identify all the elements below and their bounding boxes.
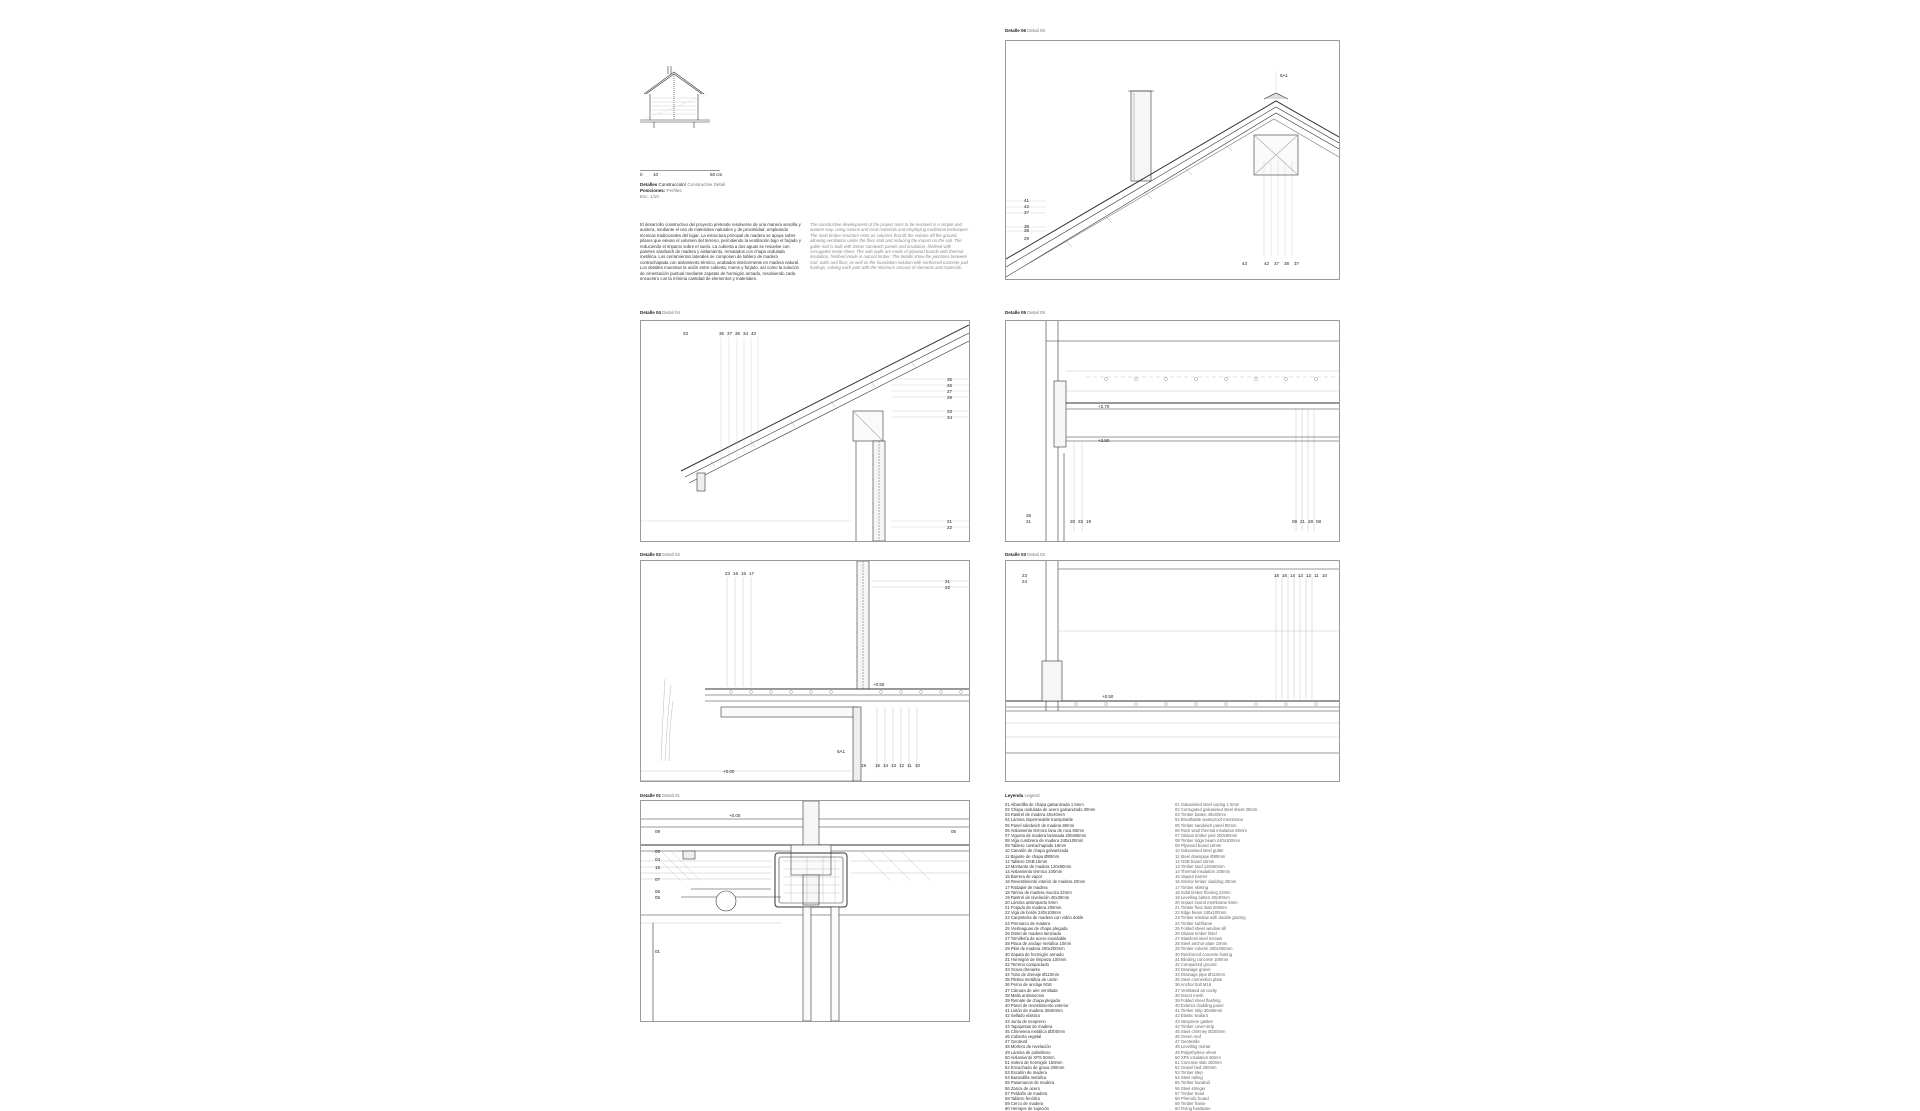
tag-p3r-2: 28	[1308, 519, 1314, 524]
legend-item: 25 Folded sheet window sill	[1175, 925, 1227, 931]
legend-item: 33 Drainage gravel	[1175, 967, 1211, 972]
tag-p4b-5: 11	[907, 763, 912, 768]
tag-p5l-1: 24	[1022, 579, 1028, 584]
detail-01-title-label: Detalle 01	[640, 793, 662, 798]
detail-03-subtitle: Detail 03	[1027, 552, 1046, 557]
legend-item: 06 Aislamiento térmico lana de roca 60mm	[1005, 827, 1085, 833]
tag-p4b-0: 19	[861, 763, 867, 768]
detail-04-title	[640, 310, 680, 315]
legend-item: 47 Geotextile	[1175, 1039, 1200, 1045]
detail-06-panel	[1005, 40, 1340, 280]
legend-item: 02 Chapa ondulada de acero galvanizado 30mm	[1005, 807, 1096, 813]
legend-item: 34 Tubo de drenaje Ø110mm	[1005, 972, 1060, 978]
legend-item: 46 Green roof	[1175, 1034, 1201, 1040]
legend-item: 42 Sellado elástico	[1005, 1013, 1041, 1019]
legend-item: 04 Lámina impermeable transpirable	[1005, 817, 1073, 823]
legend-item: 35 Pletina metálica de unión	[1005, 977, 1058, 983]
tag-37: 37	[1024, 210, 1030, 215]
level-250: +2.50	[1098, 438, 1110, 443]
tag-38: 38	[1024, 228, 1030, 233]
tag-p4b-1: 15	[875, 763, 881, 768]
legend-item: 44 Timber cover strip	[1175, 1023, 1215, 1029]
legend-item: 24 Premarco de madera	[1005, 920, 1051, 926]
legend-item: 16 Revestimiento interior de madera 20mm	[1005, 879, 1086, 885]
legend-item: 23 Timber window with double glazing	[1175, 915, 1246, 921]
section-title	[640, 182, 725, 187]
legend-title	[1005, 793, 1040, 798]
tag-p5l-0: 23	[1022, 573, 1028, 578]
legend-item: 17 Timber skirting	[1175, 884, 1209, 890]
legend-item: 27 Tornillería de acero inoxidable	[1005, 936, 1067, 942]
scale-label-50: 50 cm	[710, 172, 723, 177]
detail-02-panel	[640, 560, 970, 782]
legend-item: 32 Terreno compactado	[1005, 961, 1049, 967]
legend-item: 51 Concrete slab 150mm	[1175, 1059, 1222, 1065]
legend-item: 58 Phenolic board	[1175, 1095, 1209, 1101]
legend-item: 47 Geotextil	[1005, 1039, 1028, 1045]
legend-item: 04 Breathable waterproof membrane	[1175, 817, 1244, 823]
detail-05-title	[1005, 310, 1045, 315]
tag-p3r-1: 21	[1300, 519, 1306, 524]
tag-p2-5: 40	[751, 331, 757, 336]
section-sub1-label: Posiciones:	[640, 188, 666, 193]
tag-p6l-0: 09	[655, 829, 661, 834]
tag-p2-3: 38	[735, 331, 741, 336]
legend-item: 22 Viga de borde 240x100mm	[1005, 910, 1062, 916]
tag-p4r-1: 22	[945, 585, 951, 590]
section-title-rest: Construcción/	[658, 182, 687, 187]
detail-05-panel	[1005, 320, 1340, 542]
legend-item: 13 Timber stud 120x60mm	[1175, 863, 1225, 869]
tag-p2-4: 34	[743, 331, 749, 336]
legend-item: 49 Lámina de polietileno	[1005, 1049, 1051, 1055]
tag-p5t-3: 13	[1298, 573, 1304, 578]
legend-item: 21 Timber floor slab 200mm	[1175, 905, 1227, 911]
section-title-bold: Detalles	[640, 182, 658, 187]
legend-item: 38 Malla antiinsectos	[1005, 992, 1045, 998]
legend-item: 09 Tablero contrachapado 18mm	[1005, 843, 1067, 849]
legend-item: 02 Corrugated galvanised steel sheet 30mm	[1175, 807, 1258, 813]
detail-04-title-label: Detalle 04	[640, 310, 662, 315]
legend-item: 13 Montante de madera 120x60mm	[1005, 863, 1072, 869]
detail-02-drawing	[641, 561, 969, 781]
legend-item: 26 Dintel de madera laminada	[1005, 930, 1061, 936]
level-050b: +0.50	[1102, 694, 1114, 699]
level-000b: +0.00	[729, 813, 741, 818]
legend-item: 31 Hormigón de limpieza 100mm	[1005, 956, 1067, 962]
legend-item: 52 Gravel bed 200mm	[1175, 1064, 1217, 1070]
legend-item: 50 Aislamiento XPS 50mm	[1005, 1054, 1055, 1060]
legend-column-es	[1005, 802, 1165, 1111]
tag-p6l-7: 01	[655, 949, 661, 954]
detail-06-axis-tag: 5A1	[1280, 73, 1289, 78]
legend-item: 24 Timber subframe	[1175, 920, 1213, 926]
legend-item: 58 Tablero fenólico	[1005, 1095, 1041, 1101]
legend-item: 51 Solera de hormigón 150mm	[1005, 1059, 1063, 1065]
detail-05-subtitle: Detail 05	[1027, 310, 1046, 315]
legend-item: 08 Viga cumbrera de madera 240x100mm	[1005, 838, 1084, 844]
legend-item: 27 Stainless steel screws	[1175, 936, 1223, 942]
legend-item: 45 Steel chimney Ø200mm	[1175, 1028, 1226, 1034]
legend-title-label: Leyenda	[1005, 793, 1024, 798]
tag-p4b-4: 12	[899, 763, 905, 768]
legend-item: 18 Solid timber flooring 22mm	[1175, 889, 1231, 895]
tag-b37: 37	[1274, 261, 1280, 266]
detail-06-subtitle: Detail 06	[1027, 28, 1046, 33]
tag-p3b-2: 19	[1086, 519, 1092, 524]
legend-item: 55 Timber handrail	[1175, 1080, 1210, 1086]
detail-02-title	[640, 552, 680, 557]
legend-item: 11 Bajante de chapa Ø80mm	[1005, 853, 1060, 859]
legend-item: 08 Timber ridge beam 240x100mm	[1175, 838, 1240, 844]
legend-item: 19 Levelling batten 40x30mm	[1175, 894, 1230, 900]
detail-06-title-label: Detalle 06	[1005, 28, 1027, 33]
tag-b43: 43	[1242, 261, 1248, 266]
legend-item: 43 Junta de neopreno	[1005, 1018, 1046, 1024]
tag-p6l-6: 05	[655, 895, 661, 900]
detail-04-drawing	[641, 321, 969, 541]
detail-05-title-label: Detalle 05	[1005, 310, 1027, 315]
level-050a: +0.50	[873, 682, 885, 687]
level-270: +2.70	[1098, 404, 1110, 409]
section-sub2: Esc. 1/10	[640, 194, 659, 199]
detail-02-subtitle: Detail 02	[662, 552, 681, 557]
legend-column-en	[1175, 802, 1335, 1111]
tag-p2r-7: 22	[947, 525, 953, 530]
legend-item: 34 Drainage pipe Ø110mm	[1175, 972, 1225, 978]
legend-item: 40 Exterior cladding panel	[1175, 1003, 1224, 1009]
legend-item: 01 Albardilla de chapa galvanizada 1.5mm	[1005, 802, 1084, 807]
detail-06-drawing	[1006, 41, 1339, 279]
tag-p3r-3: 08	[1316, 519, 1322, 524]
scale-bar	[640, 170, 723, 178]
legend-item: 59 Timber frame	[1175, 1101, 1206, 1107]
legend-item: 14 Thermal insulation 100mm	[1175, 869, 1231, 875]
legend-item: 03 Timber batten 40x40mm	[1175, 812, 1226, 818]
tag-p3l-0: 25	[1026, 513, 1032, 518]
legend-item: 07 Vigueta de madera laminada 200x80mm	[1005, 832, 1087, 838]
legend-item: 10 Canalón de chapa galvanizada	[1005, 848, 1069, 854]
tag-p6r-0: 05	[951, 829, 957, 834]
tag-p4t-0: 23	[725, 571, 731, 576]
legend-item: 21 Forjado de madera 200mm	[1005, 905, 1062, 911]
tag-41: 41	[1024, 198, 1030, 203]
tag-p3b-1: 33	[1078, 519, 1084, 524]
tag-p6l-2: 04	[655, 857, 661, 862]
legend-item: 29 Pilar de madera 200x200mm	[1005, 946, 1065, 952]
axis-tag-2: 5A1	[837, 749, 846, 754]
tag-b37b: 37	[1294, 261, 1300, 266]
legend-item: 53 Escalón de madera	[1005, 1070, 1047, 1076]
legend-item: 17 Rodapié de madera	[1005, 884, 1048, 890]
tag-p3r-0: 09	[1292, 519, 1298, 524]
tag-p2r-3: 28	[947, 395, 953, 400]
legend-item: 07 Glulam timber joist 200x80mm	[1175, 832, 1238, 838]
legend-item: 39 Remate de chapa plegada	[1005, 997, 1060, 1003]
legend-item: 57 Timber tread	[1175, 1090, 1205, 1096]
elevation-thumbnail	[638, 64, 738, 132]
legend-item: 05 Timber sandwich panel 80mm	[1175, 822, 1237, 828]
tag-p3l-1: 21	[1026, 519, 1032, 524]
tag-p2-2: 37	[727, 331, 733, 336]
tag-p6l-1: 08	[655, 849, 661, 854]
detail-02-title-label: Detalle 02	[640, 552, 662, 557]
legend-item: 56 Steel stringer	[1175, 1085, 1206, 1091]
legend-item: 14 Aislamiento térmico 100mm	[1005, 869, 1063, 875]
detail-03-drawing	[1006, 561, 1339, 781]
tag-p2-1: 36	[719, 331, 725, 336]
level-000a: +0.00	[723, 769, 735, 774]
legend-item: 33 Grava drenante	[1005, 967, 1040, 972]
tag-42: 42	[1024, 204, 1030, 209]
tag-p2-0: 33	[683, 331, 689, 336]
legend-item: 29 Timber column 200x200mm	[1175, 946, 1233, 952]
detail-01-title	[640, 793, 680, 798]
legend-item: 12 OSB board 15mm	[1175, 858, 1215, 864]
section-sub1-value: Perfiles	[666, 188, 682, 193]
legend-item: 01 Galvanised steel coping 1.5mm	[1175, 802, 1240, 807]
legend-item: 59 Cerco de madera	[1005, 1101, 1044, 1107]
tag-p6l-3: 15	[655, 865, 661, 870]
legend-item: 25 Vierteaguas de chapa plegada	[1005, 925, 1068, 931]
legend-item: 37 Cámara de aire ventilada	[1005, 987, 1058, 993]
legend-item: 54 Steel railing	[1175, 1075, 1203, 1081]
tag-p5t-4: 12	[1306, 573, 1312, 578]
tag-p2r-1: 26	[947, 383, 953, 388]
section-sub1	[640, 188, 682, 193]
legend-item: 56 Zanca de acero	[1005, 1085, 1040, 1091]
legend-item: 53 Timber step	[1175, 1070, 1203, 1076]
section-title-en: Constructive Detail	[687, 182, 726, 187]
legend-item: 57 Peldaño de madera	[1005, 1090, 1048, 1096]
legend-item: 60 Fixing hardware	[1175, 1106, 1211, 1111]
legend-item: 05 Panel sándwich de madera 80mm	[1005, 822, 1075, 828]
legend-item: 20 Impact sound membrane 5mm	[1175, 899, 1238, 905]
legend-item: 40 Panel de revestimiento exterior	[1005, 1003, 1069, 1009]
legend-item: 28 Placa de anclaje metálica 10mm	[1005, 941, 1072, 947]
tag-p3b-0: 20	[1070, 519, 1076, 524]
detail-01-drawing	[641, 801, 969, 1021]
legend-item: 32 Compacted ground	[1175, 961, 1217, 967]
detail-03-title	[1005, 552, 1045, 557]
legend-item: 39 Folded sheet flashing	[1175, 997, 1221, 1003]
legend-item: 60 Herrajes de sujeción	[1005, 1106, 1049, 1111]
legend-item: 52 Encachado de grava 200mm	[1005, 1064, 1065, 1070]
description-en: The constructive development of the project aims to be resolved in a simple and austere way, using natural and local materials and employing traditional techniques. The main timber structure rests on columns that lift the volume off the ground, allowing ventilation under the floor slab and reducing the impact on the soil. The gable roof is built with timber sandwich panels and insulation, finished with corrugated metal sheet. The side walls are made of plywood boards with thermal insulation, finished inside in natural timber. The details show the junctions between roof, walls and floor, as well as the foundation solution with reinforced concrete pad footings, solving each joint with the minimum amount of elements and materials.	[810, 222, 969, 271]
legend-item: 42 Elastic sealant	[1175, 1013, 1208, 1019]
legend-item: 10 Galvanised steel gutter	[1175, 848, 1224, 854]
tag-b38: 38	[1284, 261, 1290, 266]
tag-p5t-1: 16	[1282, 573, 1288, 578]
detail-05-drawing	[1006, 321, 1339, 541]
legend-item: 50 XPS insulation 50mm	[1175, 1054, 1221, 1060]
tag-p5t-5: 11	[1314, 573, 1319, 578]
tag-39: 39	[1024, 224, 1030, 229]
legend-item: 49 Polyethylene sheet	[1175, 1049, 1217, 1055]
legend-item: 28 Steel anchor plate 10mm	[1175, 941, 1228, 947]
scale-label-10: 10	[653, 172, 659, 177]
tag-p2r-5: 34	[947, 415, 953, 420]
legend-item: 06 Rock wool thermal insulation 60mm	[1175, 827, 1247, 833]
legend-item: 26 Glulam timber lintel	[1175, 930, 1217, 936]
tag-p2r-4: 33	[947, 409, 953, 414]
scale-label-0: 0	[640, 172, 643, 177]
legend-item: 19 Rastrel de nivelación 40x30mm	[1005, 894, 1070, 900]
legend-item: 22 Edge beam 240x100mm	[1175, 910, 1227, 916]
detail-06-title	[1005, 28, 1045, 33]
tag-p4t-3: 17	[749, 571, 755, 576]
tag-p4r-0: 21	[945, 579, 951, 584]
detail-01-panel	[640, 800, 970, 1022]
legend-item: 18 Tarima de madera maciza 22mm	[1005, 889, 1072, 895]
tag-p6l-5: 06	[655, 889, 661, 894]
detail-03-title-label: Detalle 03	[1005, 552, 1027, 557]
legend-item: 36 Anchor bolt M16	[1175, 982, 1212, 988]
tag-p5t-0: 15	[1274, 573, 1280, 578]
detail-04-panel	[640, 320, 970, 542]
legend-item: 23 Carpintería de madera con vidrio doble	[1005, 915, 1084, 921]
elevation-drawing	[638, 64, 738, 132]
legend-item: 03 Rastrel de madera 40x40mm	[1005, 812, 1065, 818]
tag-p5t-6: 10	[1322, 573, 1328, 578]
legend-item: 15 Barrera de vapor	[1005, 874, 1043, 880]
tag-p2r-2: 27	[947, 389, 953, 394]
tag-p4t-1: 16	[733, 571, 739, 576]
legend-item: 20 Lámina antiimpacto 5mm	[1005, 899, 1058, 905]
legend-item: 30 Reinforced concrete footing	[1175, 951, 1233, 957]
legend-item: 48 Levelling mortar	[1175, 1044, 1211, 1050]
tag-p4b-2: 14	[883, 763, 889, 768]
description-es: El desarrollo constructivo del proyecto pretende resolverse de una manera sencilla y austera, mediante el uso de materiales naturales y de proximidad, empleando técnicas tradicionales del lugar. La estructura principal de madera se apoya sobre pilares que elevan el volumen del terreno, permitiendo la ventilación bajo el forjado y reduciendo el impacto sobre el suelo. La cubierta a dos aguas se resuelve con paneles sándwich de madera y aislamiento, rematados con chapa ondulada metálica. Los cerramientos laterales se componen de tablero de madera contrachapada con aislamiento térmico, acabados interiormente en madera natural. Los detalles muestran la unión entre cubierta, muros y forjado, así como la solución de cimentación puntual mediante zapatas de hormigón armado, resolviendo cada encuentro con la mínima cantidad de elementos y materiales.	[640, 222, 801, 282]
legend-item: 36 Perno de anclaje M16	[1005, 982, 1052, 988]
legend-item: 37 Ventilated air cavity	[1175, 987, 1217, 993]
legend-item: 35 Steel connection plate	[1175, 977, 1223, 983]
legend-item: 54 Barandilla metálica	[1005, 1075, 1047, 1081]
legend-item: 43 Neoprene gasket	[1175, 1018, 1213, 1024]
tag-p6l-4: 07	[655, 877, 661, 882]
tag-b42: 42	[1264, 261, 1270, 266]
legend-item: 16 Interior timber cladding 20mm	[1175, 879, 1237, 885]
legend-item: 11 Steel downpipe Ø80mm	[1175, 853, 1226, 859]
tag-29: 29	[1024, 236, 1030, 241]
legend-item: 45 Chimenea metálica Ø200mm	[1005, 1028, 1066, 1034]
legend-item: 31 Blinding concrete 100mm	[1175, 956, 1229, 962]
legend-item: 41 Listón de madera 30x50mm	[1005, 1008, 1063, 1014]
detail-04-subtitle: Detail 04	[662, 310, 681, 315]
tag-p5t-2: 14	[1290, 573, 1296, 578]
tag-p2r-0: 35	[947, 377, 953, 382]
tag-p4b-3: 13	[891, 763, 897, 768]
legend-item: 48 Mortero de nivelación	[1005, 1044, 1051, 1050]
detail-03-panel	[1005, 560, 1340, 782]
detail-01-subtitle: Detail 01	[662, 793, 681, 798]
tag-p4b-6: 10	[915, 763, 921, 768]
legend-item: 41 Timber strip 30x50mm	[1175, 1008, 1223, 1014]
legend-item: 44 Tapajuntas de madera	[1005, 1023, 1053, 1029]
legend-item: 15 Vapour barrier	[1175, 874, 1208, 880]
legend-item: 12 Tablero OSB 15mm	[1005, 858, 1048, 864]
legend-item: 38 Insect mesh	[1175, 992, 1204, 998]
tag-p2r-6: 21	[947, 519, 953, 524]
legend-item: 55 Pasamanos de madera	[1005, 1080, 1055, 1086]
legend-item: 30 Zapata de hormigón armado	[1005, 951, 1064, 957]
tag-p4t-2: 16	[741, 571, 747, 576]
legend-title-en: Legend	[1024, 793, 1040, 798]
legend-item: 09 Plywood board 18mm	[1175, 843, 1222, 849]
legend-item: 46 Cubierta vegetal	[1005, 1034, 1042, 1040]
